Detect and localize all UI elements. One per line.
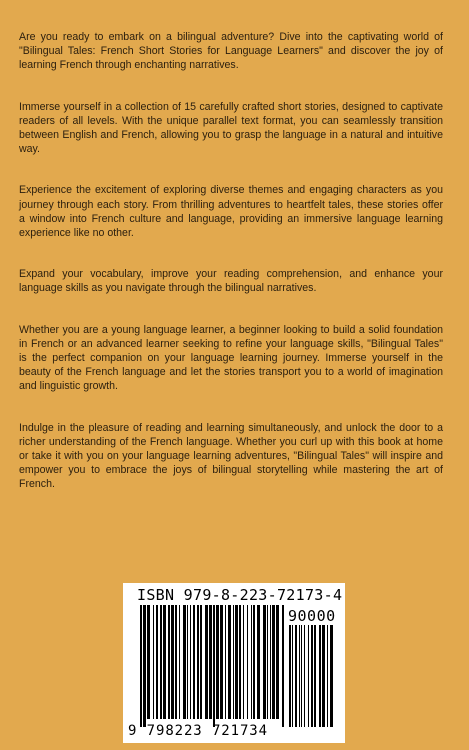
barcode-bar (147, 605, 150, 719)
barcode-bar (239, 605, 241, 719)
barcode-bar (168, 605, 170, 719)
barcode-bar (153, 605, 154, 719)
barcode-bar (156, 605, 158, 719)
blurb-paragraph-3: Experience the excitement of exploring diverse themes and engaging characters as you journey through each story. From thrilling adventures to heartfelt tales, these stories offer a window into French culture and language, providing an immersive language learning experience like no other. (19, 184, 443, 240)
barcode-bar (299, 625, 300, 727)
barcode-bar (314, 625, 316, 727)
barcode-digits: 9 798223 721734 (128, 723, 268, 739)
barcode-bar (143, 605, 146, 727)
barcode-bar (160, 605, 162, 719)
barcode-bar (267, 605, 268, 719)
barcode-bar (171, 605, 174, 719)
barcode-bar (327, 625, 328, 727)
barcode-bar (220, 605, 223, 719)
barcode-bar (311, 625, 313, 727)
barcode-bar (289, 625, 291, 727)
barcode-bar (183, 605, 186, 719)
isbn-label: ISBN 979-8-223-72173-4 (137, 586, 343, 604)
barcode-bar (205, 605, 208, 719)
barcode-bar (253, 605, 255, 719)
blurb-paragraph-6: Indulge in the pleasure of reading and learning simultaneously, and unlock the door to a richer understanding of the French language. Whether you curl up with this book at home or take it with you on your language learning adventures, "Bilingual Tales" will inspire and empower you to embrace the joys of bilingual storytelling while mastering the art of French. (19, 421, 443, 491)
barcode-bar (270, 605, 271, 719)
barcode-bar (228, 605, 231, 719)
barcode-bar (190, 605, 191, 719)
barcode-bar (330, 625, 333, 727)
barcode-bar (179, 605, 180, 719)
addon-digits: 90000 (288, 607, 336, 625)
barcode-bar (292, 625, 293, 727)
barcode-bar (304, 625, 305, 727)
barcode-bar (197, 605, 199, 719)
blurb-paragraph-2: Immerse yourself in a collection of 15 carefully crafted short stories, designed to captivate readers of all levels. With the unique parallel text format, you can seamlessly transition between English and French, allowing you to grasp the language in a natural and intuitive way. (19, 100, 443, 156)
main-barcode-bars (140, 605, 284, 727)
barcode-bar (276, 605, 279, 719)
barcode-bar (319, 625, 321, 727)
barcode-bar (263, 605, 266, 719)
barcode-bar (308, 625, 309, 727)
barcode-bar (322, 625, 325, 727)
barcode-bar (301, 625, 302, 727)
barcode-bar (213, 605, 215, 727)
blurb-paragraph-5: Whether you are a young language learner, a beginner looking to build a solid foundation in French or an advanced learner seeking to refine your language skills, "Bilingual Tales" is the perfect companion on your language learning journey. Immerse yourself in the beauty of the French language and let the stories transport you to a world of imagination and linguistic growth. (19, 323, 443, 393)
barcode-bar (282, 605, 284, 727)
barcode-bar (140, 605, 142, 727)
barcode-bar (247, 605, 248, 719)
barcode-bar (163, 605, 166, 719)
barcode-bar (251, 605, 252, 719)
addon-barcode-bars (289, 625, 333, 727)
barcode-bar (243, 605, 244, 719)
barcode-bar (200, 605, 202, 719)
barcode-bar (209, 605, 212, 719)
back-cover-blurb (19, 30, 443, 519)
blurb-paragraph-1: Are you ready to embark on a bilingual adventure? Dive into the captivating world of "Bilingual Tales: French Short Stories for Language Learners" and discover the joy of learning French through enchanting narratives. (19, 31, 443, 72)
isbn-barcode (123, 583, 345, 743)
barcode-bar (193, 605, 195, 719)
barcode-bar (187, 605, 188, 719)
barcode-bar (216, 605, 219, 719)
barcode-bar (257, 605, 260, 719)
barcode-bar (175, 605, 177, 719)
barcode-bar (225, 605, 226, 719)
barcode-bar (295, 625, 297, 727)
barcode-bar (272, 605, 275, 719)
barcode-bar (233, 605, 234, 719)
blurb-paragraph-4: Expand your vocabulary, improve your reading comprehension, and enhance your language skills as you navigate through the bilingual narratives. (19, 268, 443, 295)
barcode-bar (235, 605, 238, 719)
